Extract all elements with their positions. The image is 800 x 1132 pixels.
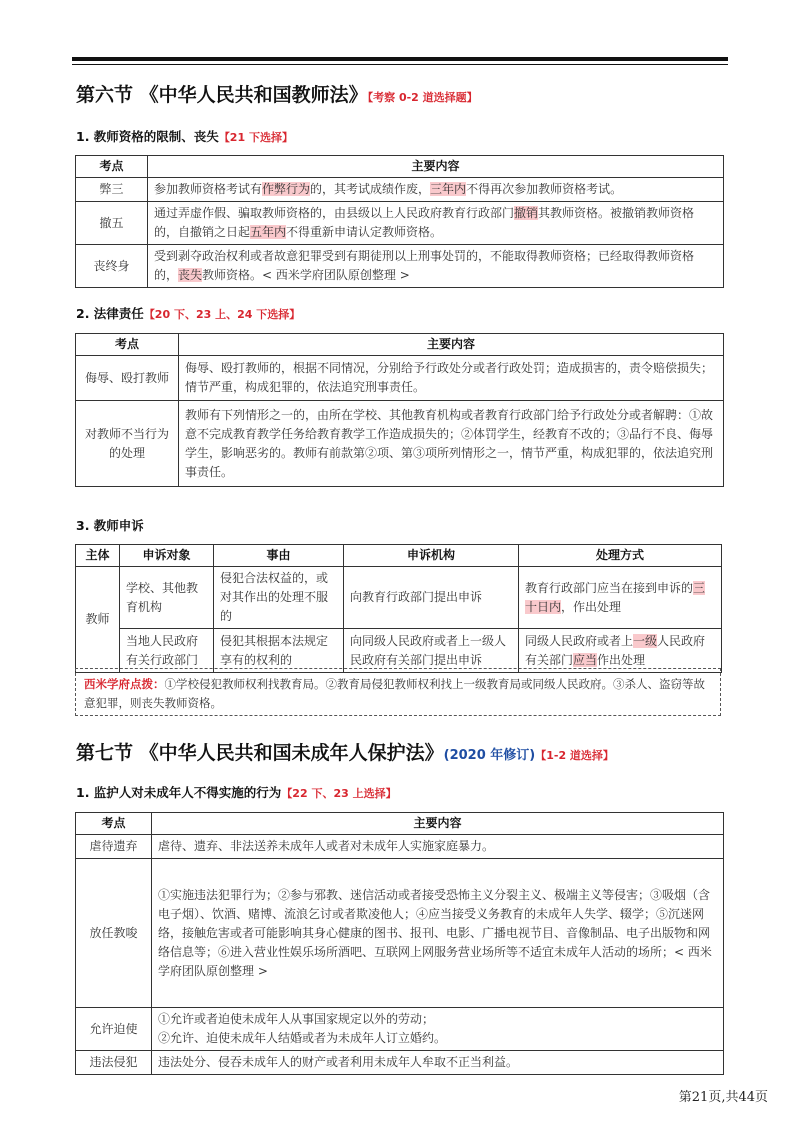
part1-heading — [76, 127, 293, 145]
row-key: 对教师不当行为的处理 — [76, 401, 179, 487]
header-subject: 主体 — [76, 545, 120, 567]
tip-label: 西米学府点拨： — [84, 677, 165, 691]
text-span: 受到剥夺政治权利或者故意犯罪受到有期徒刑以上刑事处罚的，不能取得教师资格；已经取得教师资格的， — [154, 249, 695, 282]
part3-heading — [76, 516, 144, 534]
target-cell: 学校、其他教育机构 — [120, 567, 214, 629]
section7-part1-tag: 【22 下、23 上选择】 — [281, 787, 397, 800]
table-row — [76, 202, 724, 245]
header-reason: 事由 — [214, 545, 344, 567]
part2-heading — [76, 304, 300, 322]
text-span: 教师资格。< 西米学府团队原创整理 > — [202, 268, 410, 282]
header-org: 申诉机构 — [344, 545, 519, 567]
header-key: 考点 — [76, 334, 179, 356]
row-key: 撤五 — [76, 202, 148, 245]
text-span: 作出处理 — [597, 652, 646, 667]
text-span: 人民政府有关部门 — [525, 633, 706, 667]
section7-part1-heading-text: 1. 监护人对未成年人不得实施的行为 — [76, 785, 282, 800]
row-key: 侮辱、殴打教师 — [76, 356, 179, 401]
row-content: 侮辱、殴打教师的，根据不同情况，分别给予行政处分或者行政处罚；造成损害的，责令赔偿损失；情节严重，构成犯罪的，依法追究刑事责任。 — [179, 356, 724, 401]
table-header-row — [76, 545, 722, 567]
table-header-row — [76, 813, 724, 835]
section6-tag: 【考察 0-2 道选择题】 — [367, 91, 478, 104]
table-header-row — [76, 334, 724, 356]
text-span: 教育行政部门应当在接到申诉的 — [525, 580, 694, 595]
row-key: 违法侵犯 — [76, 1051, 152, 1075]
table-row — [76, 567, 722, 629]
row-content — [148, 245, 724, 288]
tip-text: ①学校侵犯教师权利找教育局。②教育局侵犯教师权利找上一级教育局或同级人民政府。③杀人、盗窃等故意犯罪，则丧失教师资格。 — [84, 677, 705, 710]
row-key: 弊三 — [76, 178, 148, 202]
org-cell: 向教育行政部门提出申诉 — [344, 567, 519, 629]
reason-cell: 侵犯合法权益的，或对其作出的处理不服的 — [214, 567, 344, 629]
row-content: 教师有下列情形之一的，由所在学校、其他教育机构或者教育行政部门给予行政处分或者解聘：①故意不完成教育教学任务给教育教学工作造成损失的；②体罚学生，经教育不改的；③品行不良、侮辱学生，影响恶劣的。教师有前款第②项、第③项所列情形之一，情节严重，构成犯罪的，依法追究刑事责任。 — [179, 401, 724, 487]
row-key: 放任教唆 — [76, 859, 152, 1008]
table-row — [76, 401, 724, 487]
highlight: 三十日内 — [525, 580, 706, 614]
row-key: 允许迫使 — [76, 1008, 152, 1051]
row-content — [152, 1008, 724, 1051]
highlight: 应当 — [573, 652, 598, 667]
row-content: ①实施违法犯罪行为；②参与邪教、迷信活动或者接受恐怖主义分裂主义、极端主义等侵害；③吸烟（含电子烟）、饮酒、赌博、流浪乞讨或者欺凌他人；④应当接受义务教育的未成年人失学、辍学；⑤沉迷网络，接触危害或者可能影响其身心健康的图书、报刊、电影、广播电视节目、音像制品、电子出版物和网络信息等；⑥进入营业性娱乐场所酒吧、互联网上网服务营业场所等不适宜未成年人活动的场所；< 西米学府团队原创整理 > — [152, 859, 724, 1008]
header-key: 考点 — [76, 156, 148, 178]
text-span: 不得重新申请认定教师资格。 — [286, 225, 443, 239]
org-cell: 向同级人民政府或者上一级人民政府有关部门提出申诉 — [344, 629, 519, 673]
table-header-row — [76, 156, 724, 178]
table-row — [76, 356, 724, 401]
table-row — [76, 859, 724, 1008]
section7-part1-heading — [76, 783, 397, 801]
header-handling: 处理方式 — [519, 545, 722, 567]
highlight: 三年内 — [430, 182, 467, 196]
legal-liability-table — [75, 333, 724, 487]
subject-cell: 教师 — [76, 567, 120, 673]
part3-heading-text: 3. 教师申诉 — [76, 518, 144, 533]
table-row — [76, 245, 724, 288]
part1-heading-text: 1. 教师资格的限制、丧失 — [76, 129, 219, 144]
tip-box — [75, 668, 721, 716]
table-row — [76, 1051, 724, 1075]
text-span: 通过弄虚作假、骗取教师资格的，由县级以上人民政府教育行政部门 — [154, 206, 515, 220]
section7-tag: 【1-2 道选择】 — [535, 749, 614, 762]
section7-year: (2020 年修订) — [443, 748, 536, 763]
row-content — [148, 178, 724, 202]
table-row — [76, 835, 724, 859]
row-content — [148, 202, 724, 245]
text-span: 不得再次参加教师资格考试。 — [466, 182, 623, 196]
qualification-table — [75, 155, 724, 288]
section6-title — [76, 80, 478, 107]
highlight: 作弊行为 — [262, 182, 311, 196]
section7-title — [76, 738, 614, 765]
part2-heading-text: 2. 法律责任 — [76, 306, 144, 321]
header-content: 主要内容 — [152, 813, 724, 835]
highlight: 一级 — [633, 633, 658, 648]
table-row — [76, 629, 722, 673]
text-span: ，作出处理 — [561, 599, 622, 614]
reason-cell: 侵犯其根据本法规定享有的权利的 — [214, 629, 344, 673]
text-span: 参加教师资格考试有 — [154, 182, 263, 196]
highlight: 五年内 — [250, 225, 287, 239]
row-key: 丧终身 — [76, 245, 148, 288]
top-rule-thick — [72, 57, 728, 61]
guardian-table — [75, 812, 724, 1075]
handling-cell — [519, 629, 722, 673]
page-number: 第21页,共44页 — [678, 1090, 768, 1105]
highlight: 撤销 — [514, 206, 539, 220]
row-key: 虐待遗弃 — [76, 835, 152, 859]
section6-title-text: 第六节 《中华人民共和国教师法》 — [76, 84, 368, 106]
target-cell: 当地人民政府有关行政部门 — [120, 629, 214, 673]
table-row — [76, 178, 724, 202]
row-content: 违法处分、侵吞未成年人的财产或者利用未成年人牟取不正当利益。 — [152, 1051, 724, 1075]
row-content: 虐待、遗弃、非法送养未成年人或者对未成年人实施家庭暴力。 — [152, 835, 724, 859]
header-content: 主要内容 — [148, 156, 724, 178]
text-span: 的，其考试成绩作废， — [310, 182, 431, 196]
section7-title-text: 第七节 《中华人民共和国未成年人保护法》 — [76, 742, 444, 764]
text-span: 其教师资格。被撤销教师资格的，自撤销之日起 — [154, 206, 695, 239]
header-content: 主要内容 — [179, 334, 724, 356]
handling-cell — [519, 567, 722, 629]
line: ②允许、迫使未成年人结婚或者为未成年人订立婚约。 — [158, 1031, 447, 1045]
table-row — [76, 1008, 724, 1051]
header-key: 考点 — [76, 813, 152, 835]
appeal-table — [75, 544, 722, 673]
part1-tag: 【21 下选择】 — [218, 131, 293, 144]
top-rule-thin — [72, 64, 728, 65]
highlight: 丧失 — [178, 268, 203, 282]
header-target: 申诉对象 — [120, 545, 214, 567]
part2-tag: 【20 下、23 上、24 下选择】 — [143, 308, 301, 321]
line: ①允许或者迫使未成年人从事国家规定以外的劳动； — [158, 1012, 435, 1026]
text-span: 同级人民政府或者上 — [525, 633, 634, 648]
